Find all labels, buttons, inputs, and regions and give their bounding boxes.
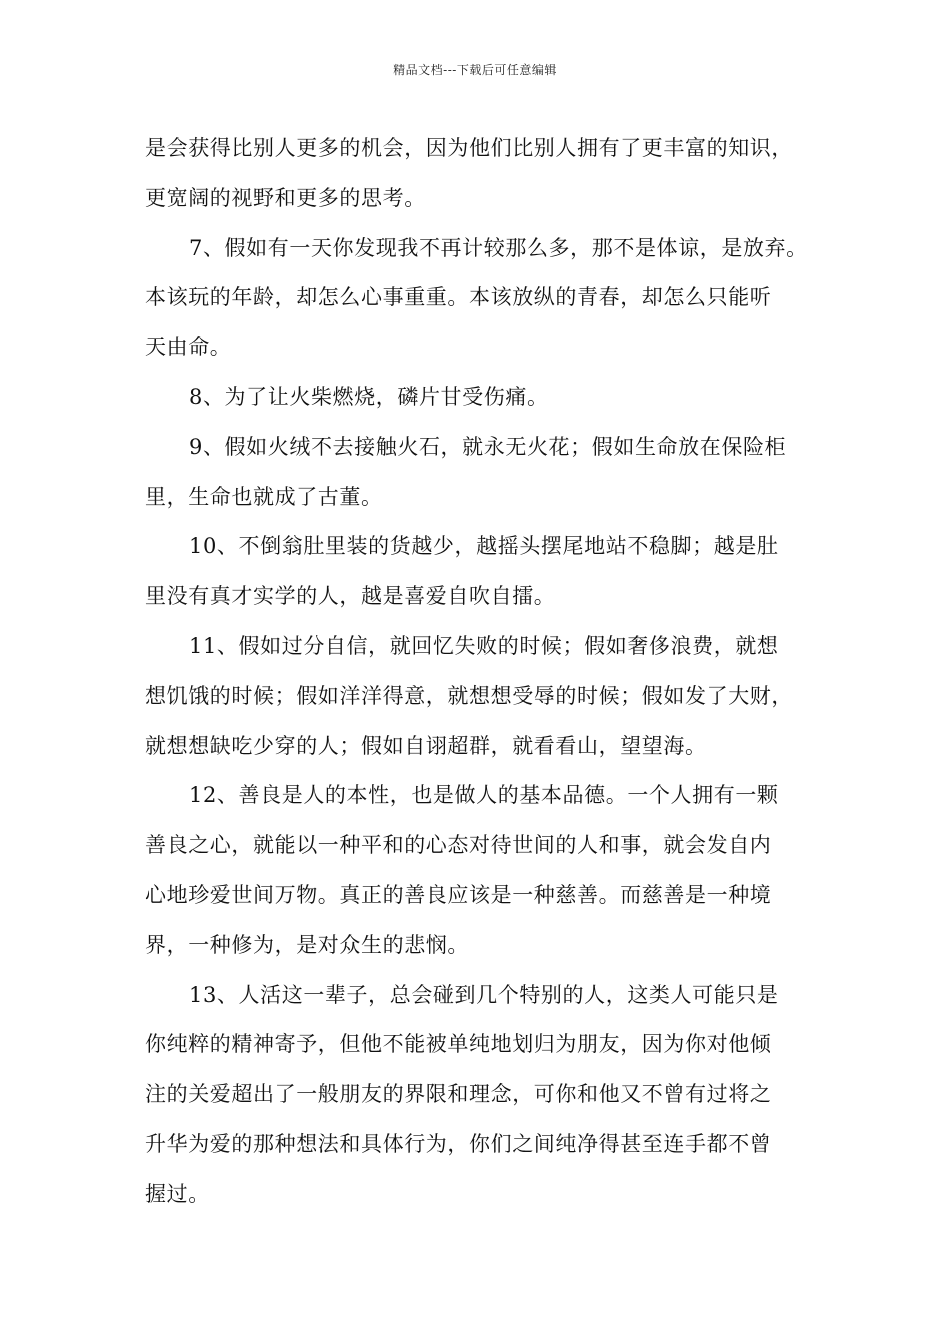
paragraph-line: 想饥饿的时候；假如洋洋得意，就想想受辱的时候；假如发了大财，	[145, 683, 793, 708]
paragraph-line: 更宽阔的视野和更多的思考。	[145, 185, 426, 210]
paragraph-line: 里没有真才实学的人，越是喜爱自吹自擂。	[145, 584, 556, 609]
paragraph-first-line: 10、不倒翁肚里装的货越少，越摇头摆尾地站不稳脚；越是肚	[189, 534, 779, 559]
paragraph-line: 天由命。	[145, 335, 232, 360]
paragraph-first-line: 9、假如火绒不去接触火石，就永无火花；假如生命放在保险柜	[189, 434, 787, 459]
paragraph-first-line: 13、人活这一辈子，总会碰到几个特别的人，这类人可能只是	[189, 982, 779, 1007]
paragraph-line: 是会获得比别人更多的机会，因为他们比别人拥有了更丰富的知识，	[145, 136, 793, 160]
document-body	[145, 124, 813, 1220]
paragraph-first-line: 12、善良是人的本性，也是做人的基本品德。一个人拥有一颗	[189, 783, 779, 808]
paragraph-line: 心地珍爱世间万物。真正的善良应该是一种慈善。而慈善是一种境	[145, 882, 772, 907]
paragraph-line: 就想想缺吃少穿的人；假如自诩超群，就看看山，望望海。	[145, 733, 707, 758]
paragraph-first-line: 8、为了让火柴燃烧，磷片甘受伤痛。	[189, 384, 549, 409]
paragraph-line: 界，一种修为，是对众生的悲悯。	[145, 932, 469, 957]
paragraph-line: 握过。	[145, 1181, 210, 1206]
paragraph-line: 善良之心，就能以一种平和的心态对待世间的人和事，就会发自内	[145, 833, 772, 858]
paragraph-first-line: 7、假如有一天你发现我不再计较那么多，那不是体谅，是放弃。	[189, 235, 808, 260]
paragraph-first-line: 11、假如过分自信，就回忆失败的时候；假如奢侈浪费，就想	[189, 633, 779, 658]
paragraph-line: 你纯粹的精神寄予，但他不能被单纯地划归为朋友，因为你对他倾	[145, 1032, 772, 1057]
paragraph-line: 升华为爱的那种想法和具体行为，你们之间纯净得甚至连手都不曾	[145, 1131, 772, 1156]
paragraph-line: 本该玩的年龄，却怎么心事重重。本该放纵的青春，却怎么只能听	[145, 285, 772, 310]
paragraph-line: 注的关爱超出了一般朋友的界限和理念，可你和他又不曾有过将之	[145, 1082, 772, 1107]
paragraph-line: 里，生命也就成了古董。	[145, 484, 383, 509]
page-header: 精品文档---下载后可任意编辑	[393, 63, 557, 77]
